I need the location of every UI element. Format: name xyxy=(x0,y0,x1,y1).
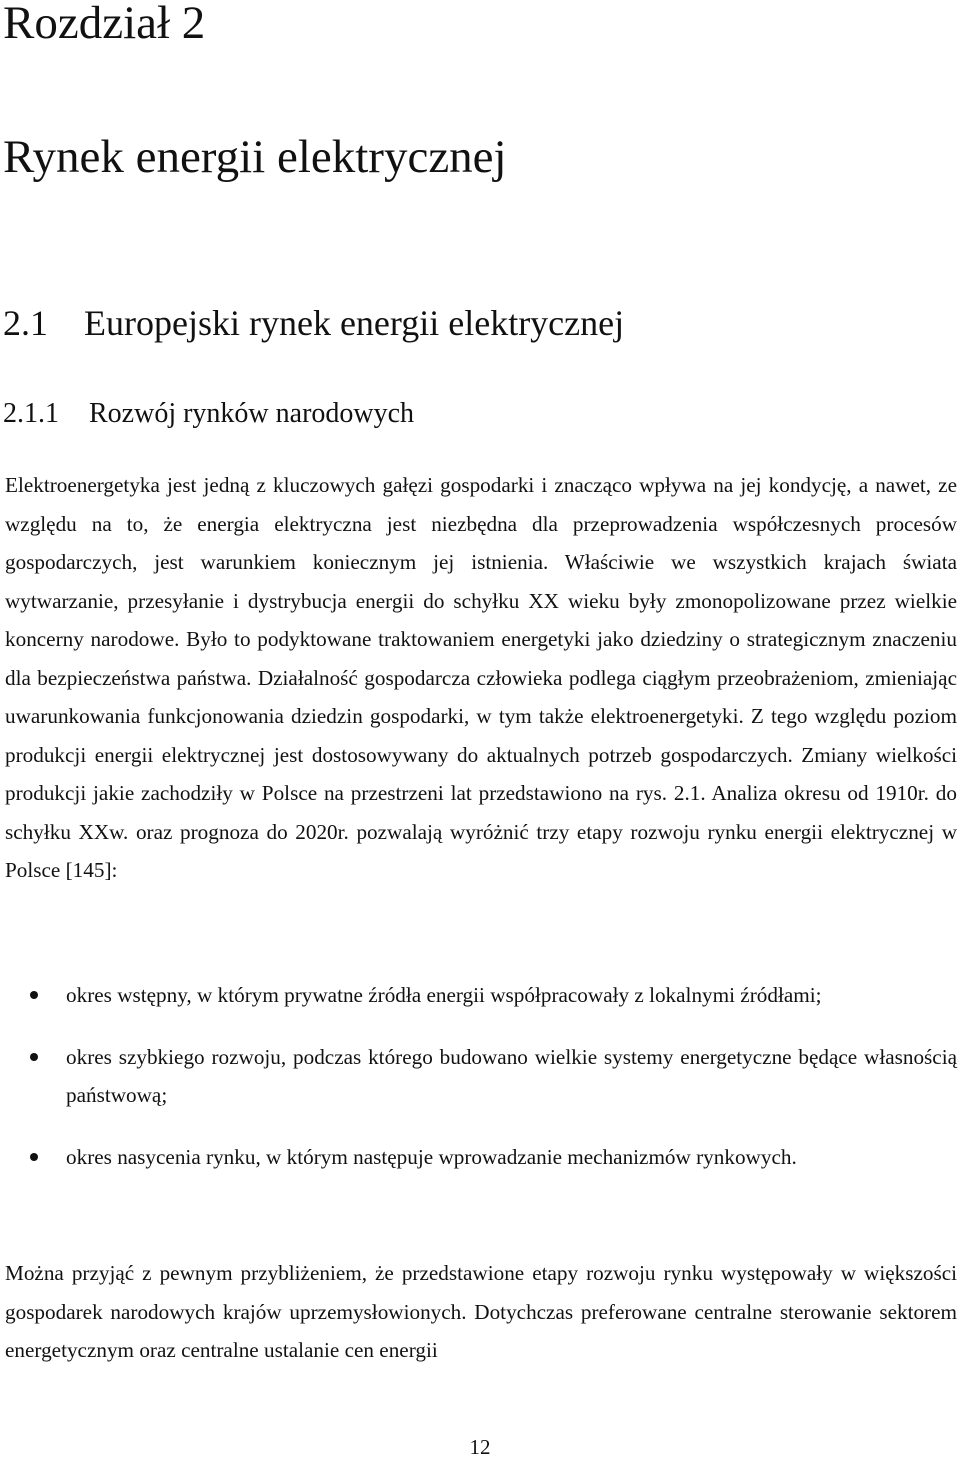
paragraph-intro: Elektroenergetyka jest jedną z kluczowych gałęzi gospodarki i znacząco wpływa na jej kondycję, a nawet, ze względu na to, że energia elektryczna jest niezbędna dla przeprowadzenia współczesnych procesów gospodarczych, jest warunkiem koniecznym jej istnienia. Właściwie we wszystkich krajach świata wytwarzanie, przesyłanie i dystrybucja energii do schyłku XX wieku były zmonopolizowane przez wielkie koncerny narodowe. Było to podyktowane traktowaniem energetyki jako dziedziny o strategicznym znaczeniu dla bezpieczeństwa państwa. Działalność gospodarcza człowieka podlega ciągłym przeobrażeniom, zmieniając uwarunkowania funkcjonowania dziedzin gospodarki, w tym także elektroenergetyki. Z tego względu poziom produkcji energii elektrycznej jest dostosowywany do aktualnych potrzeb gospodarczych. Zmiany wielkości produkcji jakie zachodziły w Polsce na przestrzeni lat przedstawiono na rys. 2.1. Analiza okresu od 1910r. do schyłku XXw. oraz prognoza do 2020r. pozwalają wyróżnić trzy etapy rozwoju rynku energii elektrycznej w Polsce [145]: xyxy=(5,473,957,882)
chapter-title: Rynek energii elektrycznej xyxy=(3,131,507,183)
subsection-heading xyxy=(3,394,414,434)
bullet-dot-icon xyxy=(30,991,38,999)
list-item-text: okres nasycenia rynku, w którym następuje wprowadzanie mechanizmów rynkowych. xyxy=(66,1144,797,1169)
section-number: 2.1 xyxy=(3,303,48,343)
list-item xyxy=(0,976,960,1015)
list-item xyxy=(0,1138,960,1177)
stages-list xyxy=(0,976,960,1199)
section-heading xyxy=(3,298,624,348)
subsection-title: Rozwój rynków narodowych xyxy=(89,398,415,429)
paragraph-continuation: Można przyjąć z pewnym przybliżeniem, że przedstawione etapy rozwoju rynku występowały w większości gospodarek narodowych krajów uprzemysłowionych. Dotychczas preferowane centralne sterowanie sektorem energetycznym oraz centralne ustalanie cen energii xyxy=(5,1261,957,1362)
chapter-label: Rozdział 2 xyxy=(3,0,206,49)
list-item-text: okres szybkiego rozwoju, podczas którego budowano wielkie systemy energetyczne będące własnością państwową; xyxy=(66,1044,957,1107)
bullet-dot-icon xyxy=(30,1153,38,1161)
page-number: 12 xyxy=(469,1435,491,1459)
subsection-number: 2.1.1 xyxy=(3,398,59,429)
list-item-text: okres wstępny, w którym prywatne źródła energii współpracowały z lokalnymi źródłami; xyxy=(66,983,822,1007)
bullet-dot-icon xyxy=(30,1053,38,1061)
section-title: Europejski rynek energii elektrycznej xyxy=(84,303,625,343)
list-item xyxy=(0,1038,960,1115)
